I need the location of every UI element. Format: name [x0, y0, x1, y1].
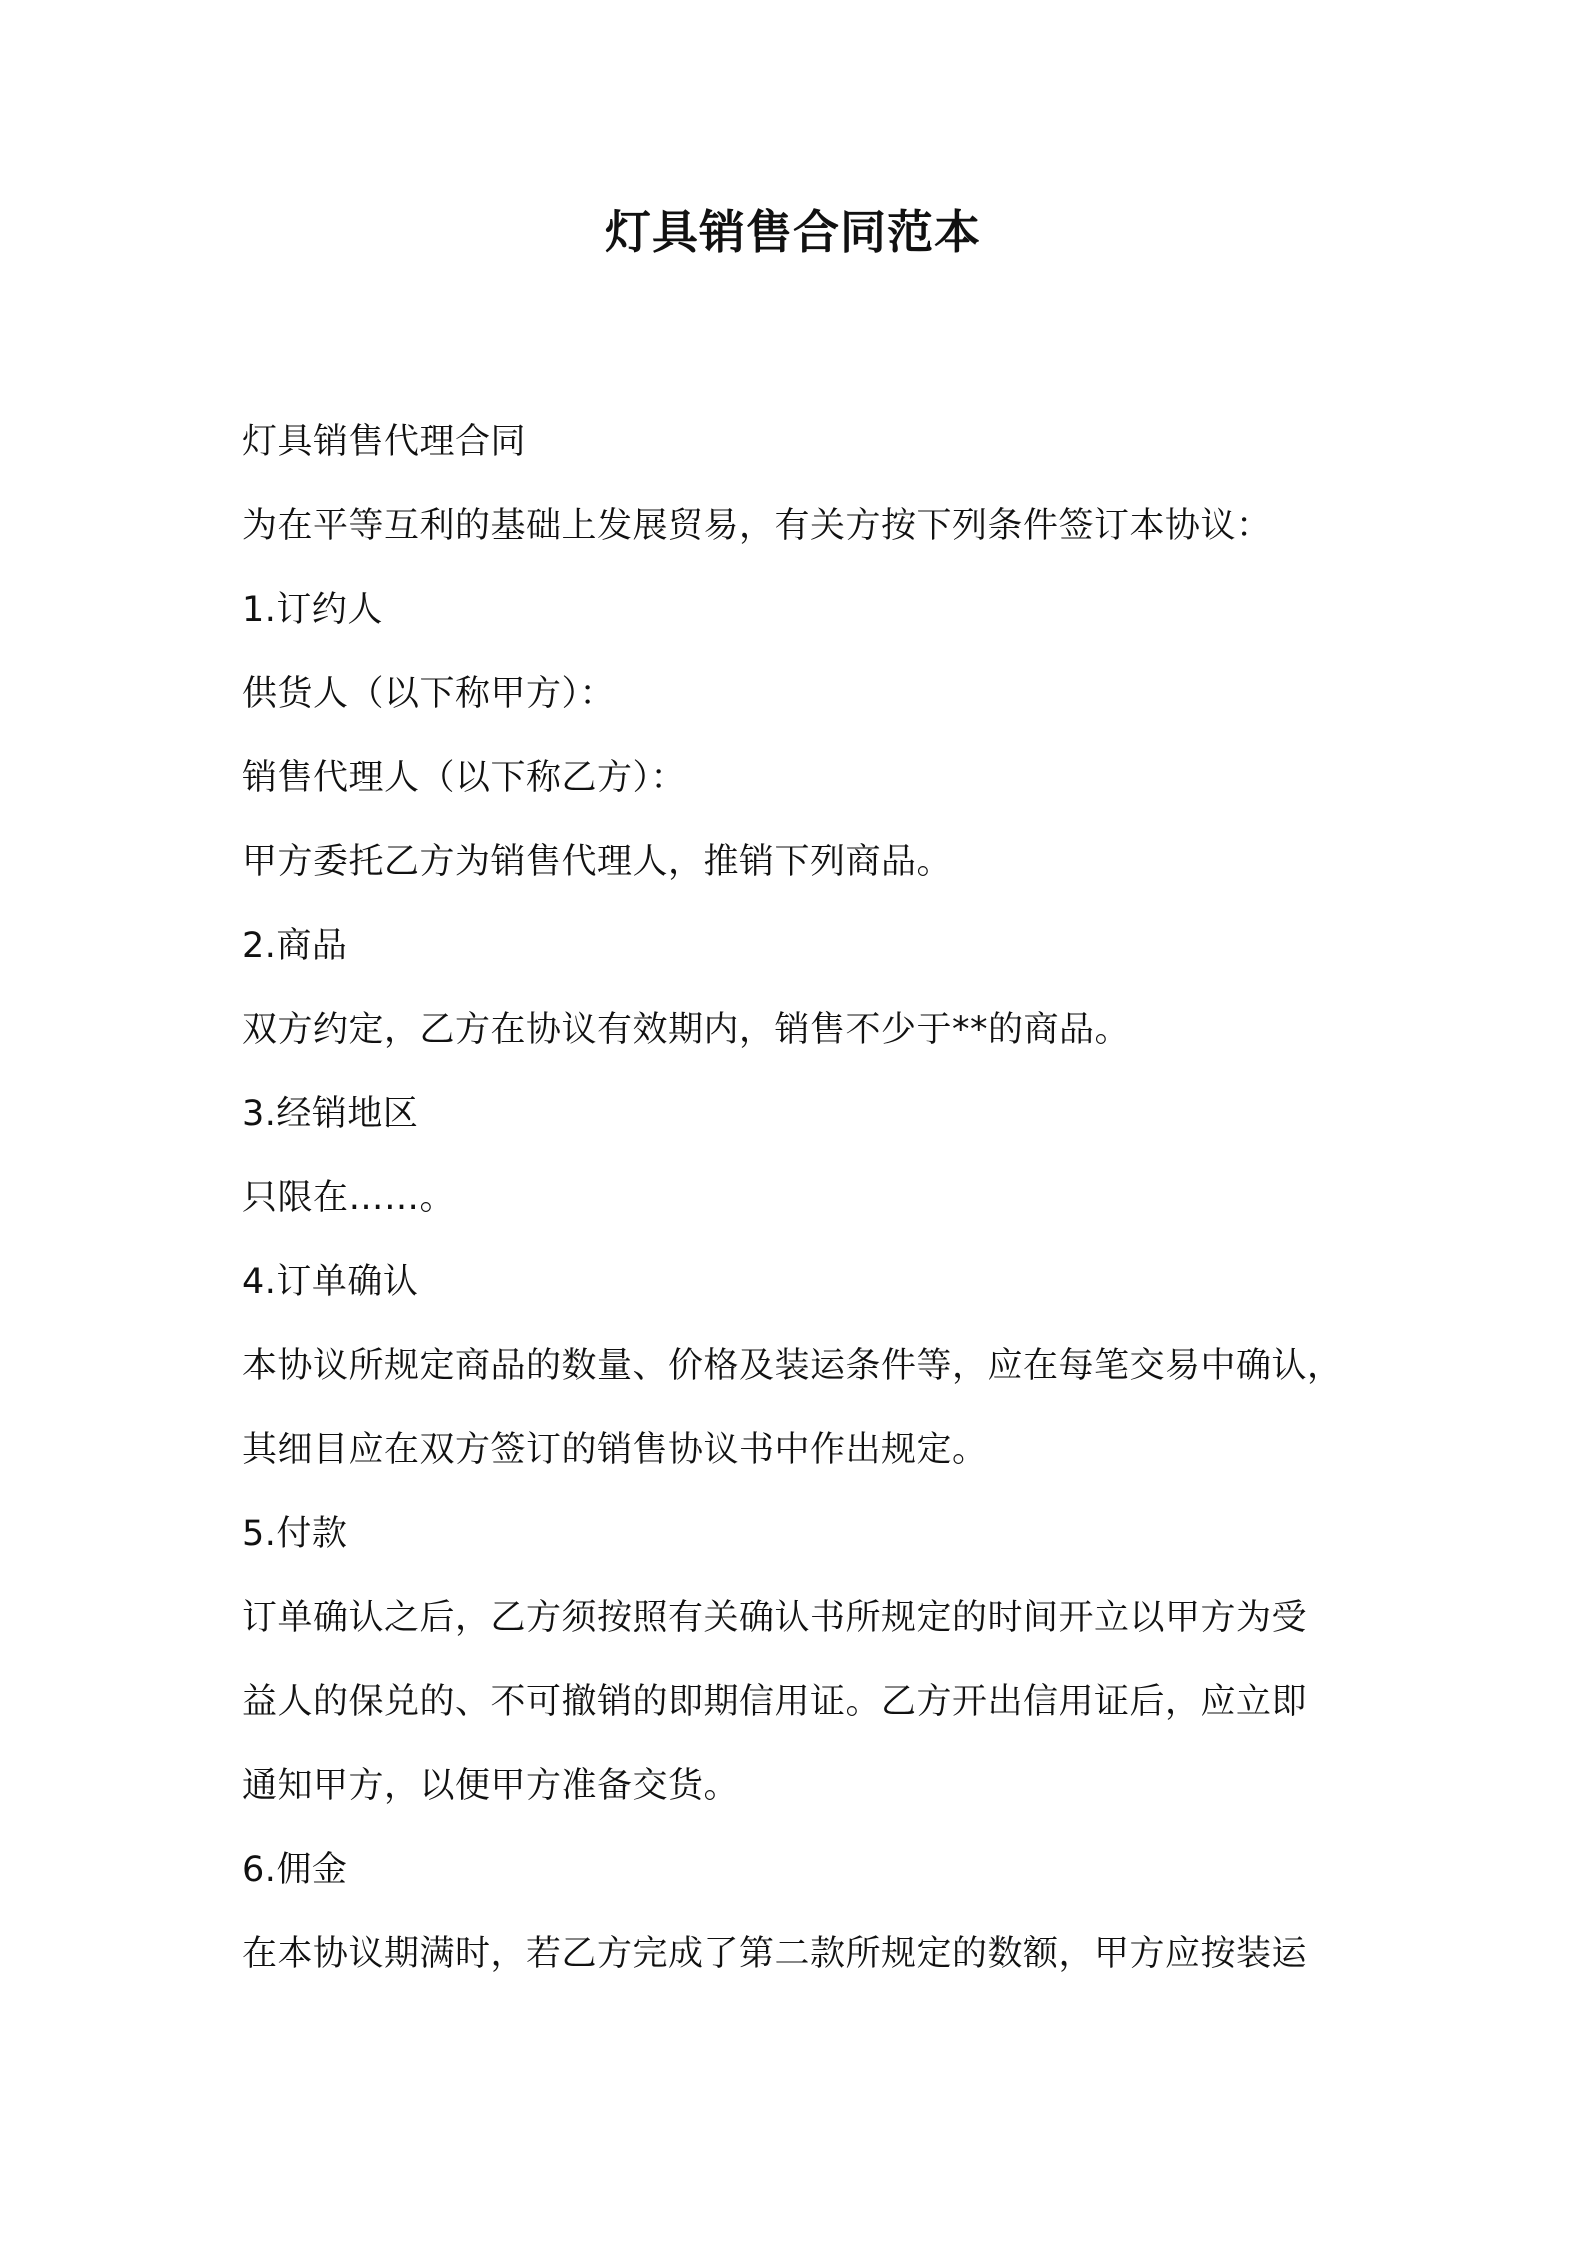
payment-paragraph-line-1: 订单确认之后，乙方须按照有关确认书所规定的时间开立以甲方为受	[242, 1598, 1308, 1638]
section-heading-goods: 2.商品	[242, 926, 348, 966]
payment-paragraph-line-3: 通知甲方，以便甲方准备交货。	[242, 1766, 740, 1806]
region-paragraph: 只限在……。	[242, 1178, 456, 1218]
entrust-paragraph: 甲方委托乙方为销售代理人，推销下列商品。	[242, 842, 953, 882]
commission-paragraph-line-1: 在本协议期满时，若乙方完成了第二款所规定的数额，甲方应按装运	[242, 1934, 1308, 1974]
section-heading-parties: 1.订约人	[242, 590, 383, 630]
order-paragraph-line-1: 本协议所规定商品的数量、价格及装运条件等，应在每笔交易中确认，	[242, 1346, 1343, 1386]
order-paragraph-line-2: 其细目应在双方签订的销售协议书中作出规定。	[242, 1430, 988, 1470]
subtitle-line: 灯具销售代理合同	[242, 422, 527, 462]
supplier-line: 供货人（以下称甲方）：	[242, 674, 616, 714]
intro-paragraph: 为在平等互利的基础上发展贸易，有关方按下列条件签订本协议：	[242, 506, 1272, 546]
section-heading-commission: 6.佣金	[242, 1850, 348, 1890]
payment-paragraph-line-2: 益人的保兑的、不可撤销的即期信用证。乙方开出信用证后，应立即	[242, 1682, 1308, 1722]
section-heading-region: 3.经销地区	[242, 1094, 419, 1134]
document-title: 灯具销售合同范本	[605, 205, 981, 259]
document-body	[242, 400, 1362, 1996]
agent-line: 销售代理人（以下称乙方）：	[242, 758, 687, 798]
section-heading-payment: 5.付款	[242, 1514, 348, 1554]
goods-paragraph: 双方约定，乙方在协议有效期内，销售不少于**的商品。	[242, 1010, 1131, 1050]
section-heading-order: 4.订单确认	[242, 1262, 419, 1302]
